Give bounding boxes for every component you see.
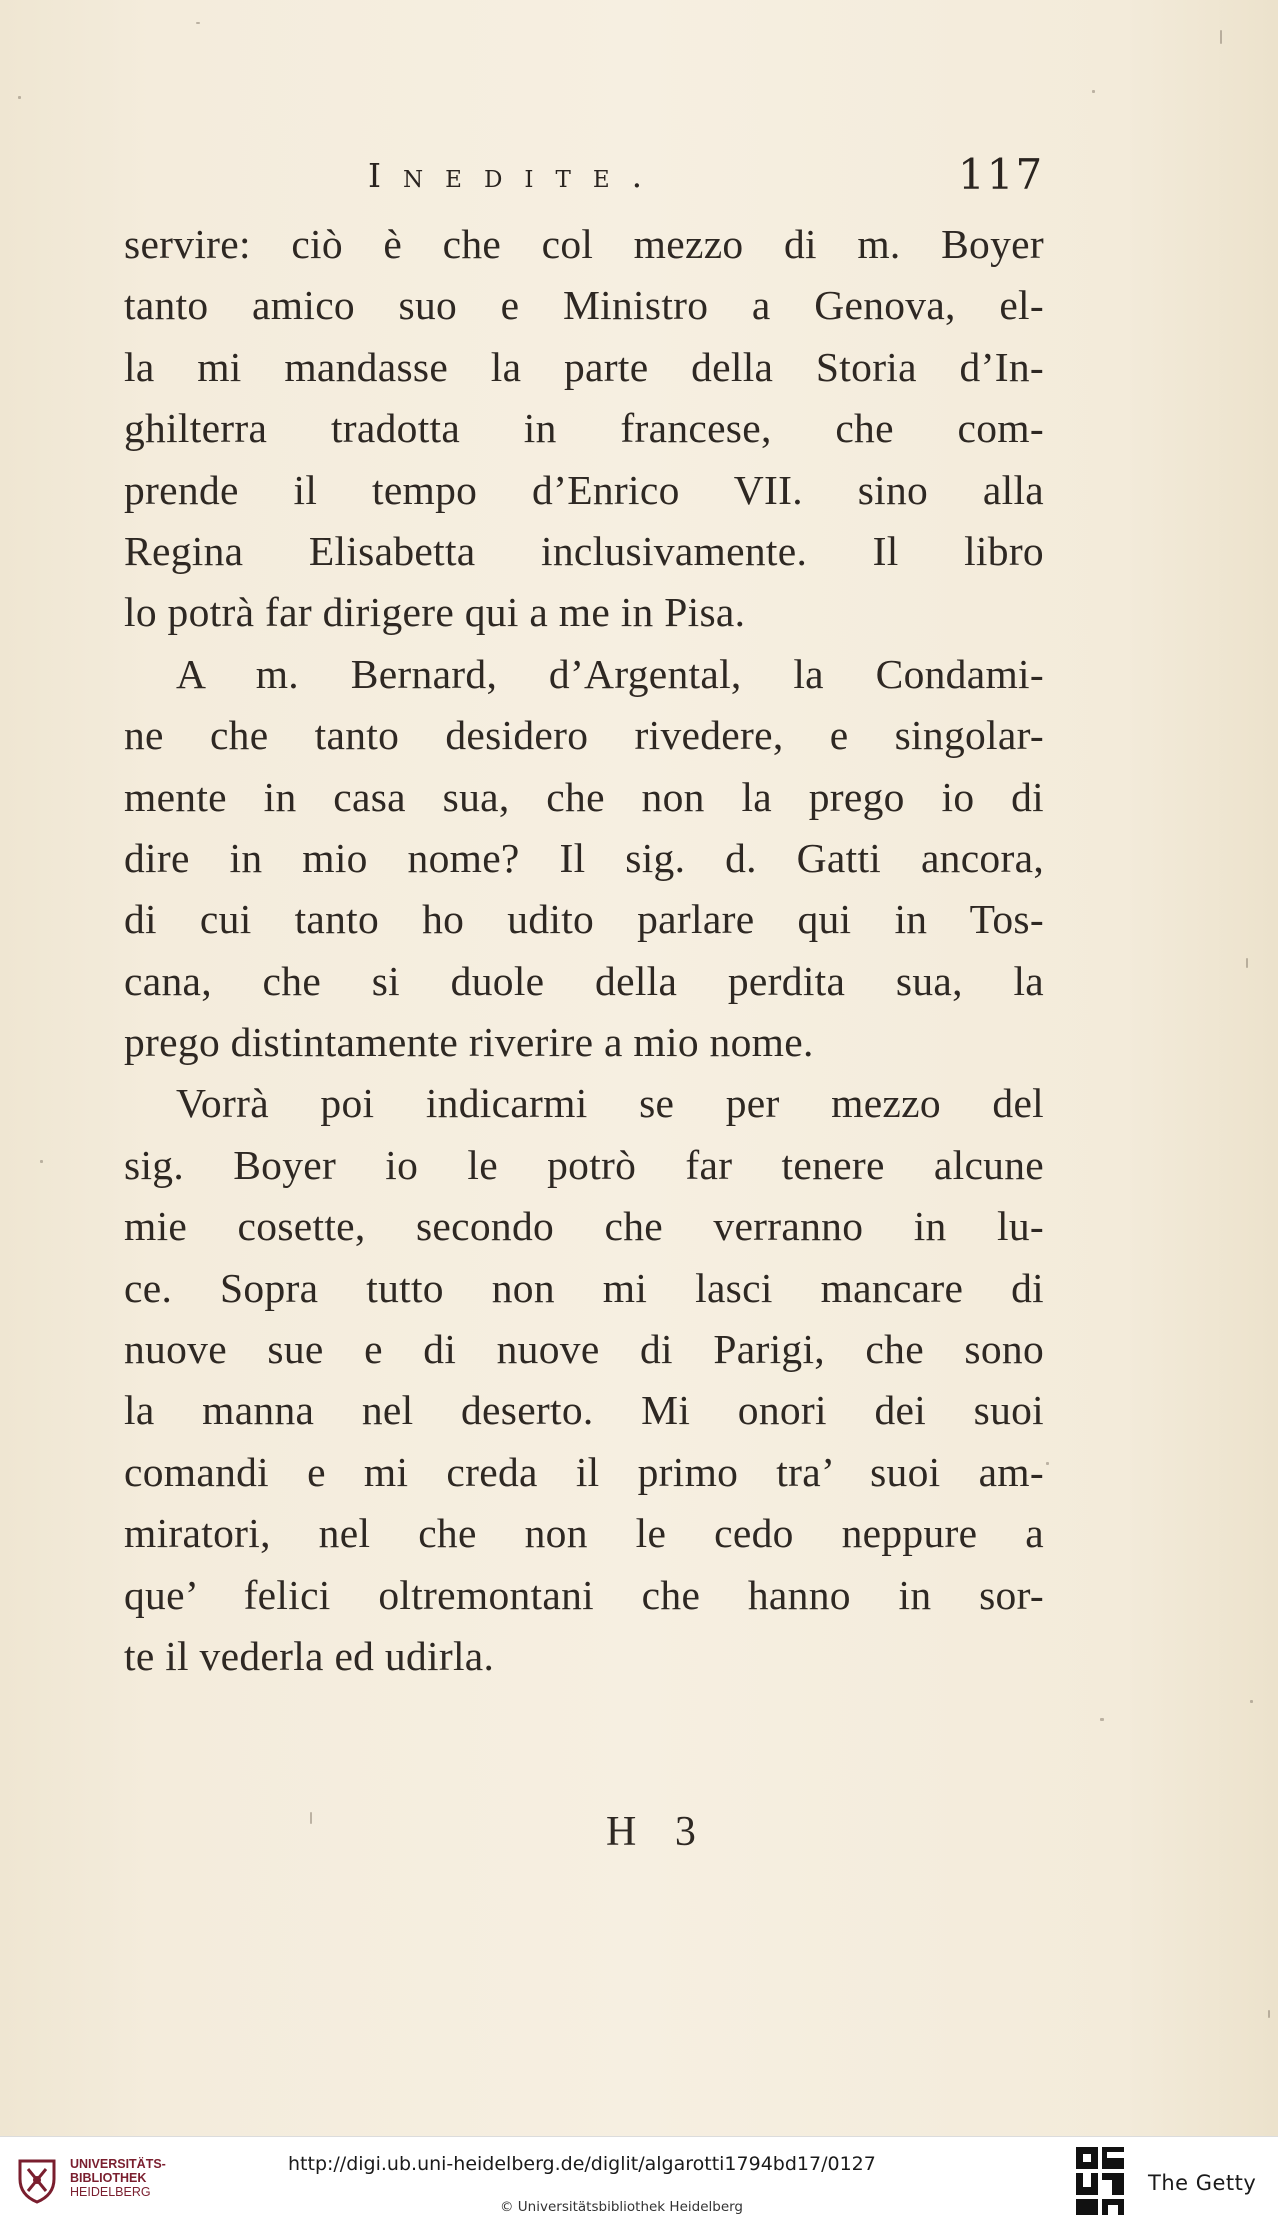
text-line: servire: ciò è che col mezzo di m. Boyer [124, 221, 1044, 267]
heidelberg-library-emblem-icon [14, 2155, 60, 2205]
paper-speck [1268, 2010, 1270, 2018]
text-line: mente in casa sua, che non la prego io di [124, 773, 1044, 820]
text-line: prego distintamente riverire a mio nome. [124, 1019, 814, 1066]
text-line: Vorrà poi indicarmi se per mezzo del [176, 1080, 1044, 1127]
text-line: dire in mio nome? Il sig. d. Gatti ancora, [124, 834, 1044, 881]
text-line: te il vederla ed udirla. [124, 1632, 495, 1679]
letter-body-text [124, 214, 1044, 1687]
text-line: tanto amico suo e Ministro a Genova, el- [124, 282, 1044, 329]
text-line: cana, che si duole della perdita sua, la [124, 957, 1044, 1004]
library-name-line: HEIDELBERG [70, 2185, 151, 2199]
paper-speck [18, 96, 21, 99]
library-name-line: UNIVERSITÄTS- [70, 2157, 166, 2171]
text-line: la mi mandasse la parte della Storia d’In- [124, 343, 1044, 390]
paper-speck [1100, 1718, 1104, 1721]
text-line: lo potrà far dirigere qui a me in Pisa. [124, 589, 746, 636]
copyright-notice: © Universitätsbibliothek Heidelberg [500, 2199, 744, 2215]
text-line: nuove sue e di nuove di Parigi, che sono [124, 1326, 1044, 1373]
paper-speck [40, 1160, 43, 1163]
paper-speck [1092, 90, 1095, 93]
text-line: prende il tempo d’Enrico VII. sino alla [124, 466, 1044, 513]
text-line: A m. Bernard, d’Argental, la Condami- [176, 650, 1044, 697]
signature-mark: H 3 [606, 1809, 710, 1855]
text-line: ne che tanto desidero rivedere, e singolar- [124, 712, 1044, 759]
paper-speck [310, 1812, 312, 1824]
text-line: mie cosette, secondo che verranno in lu- [124, 1203, 1044, 1250]
library-name [70, 2157, 166, 2199]
running-title: Inedite. [368, 156, 665, 195]
getty-logo-icon[interactable] [1074, 2145, 1130, 2219]
paper-speck [196, 22, 200, 24]
partner-name: The Getty [1148, 2171, 1257, 2195]
paper-speck [1246, 958, 1248, 968]
text-line: ce. Sopra tutto non mi lasci mancare di [124, 1264, 1044, 1311]
text-line: la manna nel deserto. Mi onori dei suoi [124, 1387, 1044, 1434]
text-line: sig. Boyer io le potrò far tenere alcune [124, 1141, 1044, 1188]
viewer-footer [0, 2136, 1278, 2227]
library-name-line: BIBLIOTHEK [70, 2171, 147, 2185]
page-header [0, 150, 1278, 210]
text-line: di cui tanto ho udito parlare qui in Tos- [124, 896, 1044, 943]
page-number: 117 [958, 150, 1045, 199]
paper-speck [1220, 30, 1222, 44]
paper-speck [1250, 1700, 1253, 1703]
text-line: comandi e mi creda il primo tra’ suoi am- [124, 1448, 1044, 1495]
paper-speck [1046, 1462, 1049, 1465]
text-line: que’ felici oltremontani che hanno in sor- [124, 1571, 1044, 1618]
text-line: Regina Elisabetta inclusivamente. Il libro [124, 527, 1044, 574]
library-logo[interactable] [14, 2151, 174, 2211]
permalink-url[interactable]: http://digi.ub.uni-heidelberg.de/diglit/algarotti1794bd17/0127 [288, 2153, 876, 2175]
text-line: ghilterra tradotta in francese, che com- [124, 405, 1044, 452]
text-line: miratori, nel che non le cedo neppure a [124, 1510, 1044, 1557]
